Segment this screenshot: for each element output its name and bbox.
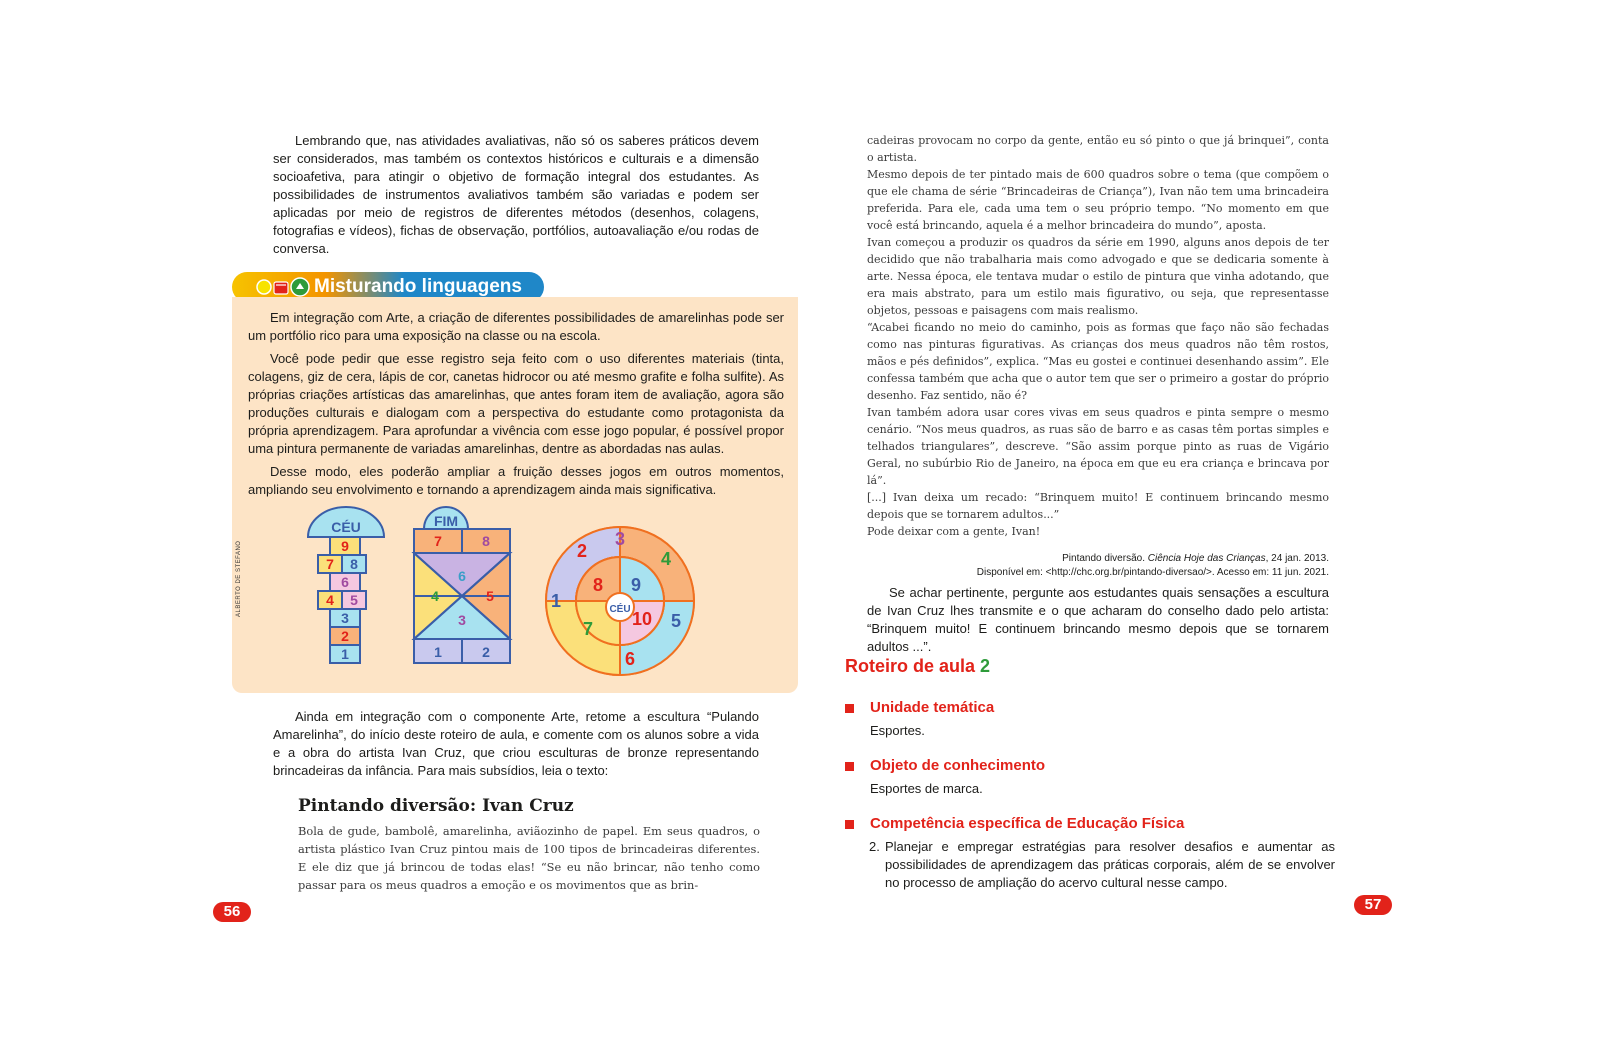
hop1-number: 5 (350, 592, 358, 608)
box-paragraph: Em integração com Arte, a criação de diferentes possibilidades de amarelinhas pode ser um portfólio rico para uma exposição na classe ou na escola. (248, 310, 784, 343)
art-icons (256, 276, 312, 298)
page-number-right: 57 (1354, 895, 1392, 915)
spiral-number: 6 (624, 649, 636, 669)
hop1-number: 7 (326, 556, 334, 572)
item-title: Competência específica de Educação Física (870, 815, 1185, 832)
item-text: Esportes de marca. (870, 781, 983, 796)
unidade-tematica (845, 698, 1335, 740)
article-paragraph: Pode deixar com a gente, Ivan! (867, 525, 1041, 538)
article-continuation (867, 132, 1329, 540)
article-paragraph: Ivan começou a produzir os quadros da série em 1990, alguns anos depois de ter decidido que não trabalharia mais como advogado e que se dedicaria somente à arte. Nessa época, ele tentava mudar o estilo de pintura que vinha adotando, que era mais abstrato, para um estilo mais figurativo, ou seja, que representasse objetos, pessoas e paisagens com mais realismo. (867, 236, 1329, 317)
spiral-number: 4 (660, 549, 672, 569)
square-bullet-icon (845, 704, 854, 713)
roteiro-heading (845, 656, 990, 677)
hop2-number: 8 (482, 533, 490, 549)
spiral-center-label: CÉU (609, 604, 631, 615)
hopscotch-illustration (292, 505, 782, 683)
hop2-top-label: FIM (433, 513, 459, 529)
reflection-paragraph: Se achar pertinente, pergunte aos estudantes quais sensações a escultura de Ivan Cruz lhes transmite e o que acharam do conselho dado pelo artista: “Brinquem muito! E continuem brincando mesmo depois que se tornarem adultos ...”. (867, 585, 1329, 654)
spiral-number: 9 (630, 575, 642, 595)
hop1-number: 9 (341, 538, 349, 554)
competencia-especifica (845, 814, 1335, 892)
intro-paragraph: Lembrando que, nas atividades avaliativas, não só os saberes práticos devem ser considerados, mas também os contextos históricos e culturais e a dimensão socioafetiva, para atingir o objetivo de formação integral dos estudantes. As possibilidades de instrumentos avaliativos também são variadas e podem ser aplicadas por meio de registros de diferentes métodos (desenhos, colagens, fotografias e vídeos), fichas de observação, portfólios, autoavaliação e/ou rodas de conversa. (273, 133, 759, 256)
citation-url: Disponível em: <http://chc.org.br/pintando-diversao/>. Acesso em: 11 jun. 2021. (976, 567, 1329, 578)
hop1-number: 1 (341, 646, 349, 662)
item-title: Unidade temática (870, 699, 995, 716)
spiral-number: 7 (582, 619, 594, 639)
hop1-number: 4 (326, 592, 334, 608)
objeto-de-conhecimento (845, 756, 1335, 798)
illustration-credit: ALBERTO DE STEFANO (236, 540, 242, 617)
item-text: Esportes. (870, 723, 925, 738)
hop2-number: 6 (458, 568, 466, 584)
hop1-number: 8 (350, 556, 358, 572)
section-title: Misturando linguagens (314, 276, 522, 297)
article-paragraph: [...] Ivan deixa um recado: “Brinquem muito! E continuem brincando mesmo depois que se tornarem adultos...” (867, 491, 1329, 521)
article-body: Bola de gude, bambolê, amarelinha, aviãozinho de papel. Em seus quadros, o artista plástico Ivan Cruz pintou mais de 100 tipos de brincadeiras diferentes. E ele diz que já brincou de todas elas! “Se eu não brincar, não tenho como passar para os meus quadros a emoção e os movimentos que as brin- (298, 824, 760, 892)
square-bullet-icon (845, 762, 854, 771)
spiral-number: 5 (670, 611, 682, 631)
square-bullet-icon (845, 820, 854, 829)
citation-date: , 24 jan. 2013. (1265, 553, 1329, 564)
hop2-number: 1 (434, 644, 442, 660)
box-paragraph: Desse modo, eles poderão ampliar a fruição desses jogos em outros momentos, ampliando seu envolvimento e tornando a aprendizagem ainda mais significativa. (248, 464, 784, 497)
citation-title: Pintando diversão. (1062, 553, 1148, 564)
source-citation (867, 552, 1329, 580)
article-paragraph: “Acabei ficando no meio do caminho, pois as formas que faço não são fechadas como nas pinturas figurativas. As crianças dos meus quadros não têm rostos, mãos e pés definidos”, explica. “Mas eu gostei e continuei desenhando assim”. Ele confessa também que acha que o autor tem que ser o primeiro a gostar do próprio desenho. Faz sentido, não é? (867, 321, 1329, 402)
roteiro-label: Roteiro de aula (845, 656, 976, 676)
article-paragraph: cadeiras provocam no corpo da gente, então eu só pinto o que já brinquei”, conta o artista. (867, 134, 1329, 164)
hop1-number: 6 (341, 574, 349, 590)
roteiro-number: 2 (980, 656, 991, 676)
article-paragraph: Ivan também adora usar cores vivas em seus quadros e pinta sempre o mesmo cenário. “Nos meus quadros, as ruas são de barro e as casas têm portas simples e telhados triangulares”, descreve. “São assim porque pinto as ruas de Vigário Geral, no subúrbio Rio de Janeiro, na época em que eu era criança e brincava por lá”. (867, 406, 1329, 487)
item-text: Planejar e empregar estratégias para resolver desafios e aumentar as possibilidades de aprendizagem das práticas corporais, além de se envolver no processo de ampliação do acervo cultural nesse campo. (885, 839, 1335, 890)
spiral-number: 10 (631, 609, 653, 629)
hop1-number: 3 (341, 610, 349, 626)
misturando-box (232, 297, 798, 693)
hop2-number: 2 (482, 644, 490, 660)
spiral-number: 3 (614, 529, 626, 549)
item-title: Objeto de conhecimento (870, 757, 1046, 774)
article-paragraph: Mesmo depois de ter pintado mais de 600 quadros sobre o tema (que compõem o que ele chama de série “Brincadeiras de Criança”), Ivan não tem uma brincadeira preferida. Para ele, cada uma tem o seu próprio tempo. “No momento em que você está brincando, aquela é a melhor brincadeira do mundo”, aposta. (867, 168, 1329, 232)
box-paragraph: Você pode pedir que esse registro seja feito com o uso diferentes materiais (tinta, colagens, giz de cera, lápis de cor, canetas hidrocor ou até mesmo grafite e folha sulfite). As próprias criações artísticas das amarelinhas, que antes foram item de avaliação, agora são produções culturais e dialogam com a perspectiva do estudante como protagonista da própria aprendizagem. Para aprofundar a vivência com esse jogo popular, é possível propor uma pintura permanente de variadas amarelinhas, dentre as abordadas nas aulas. (248, 351, 784, 456)
hop2-number: 3 (458, 612, 466, 628)
box-text (248, 309, 784, 504)
article-title: Pintando diversão: Ivan Cruz (298, 796, 574, 816)
hop2-number: 4 (431, 588, 439, 604)
after-paragraph: Ainda em integração com o componente Arte, retome a escultura “Pulando Amarelinha”, do início deste roteiro de aula, e comente com os alunos sobre a vida e a obra do artista Ivan Cruz, que criou esculturas de bronze representando brincadeiras da infância. Para mais subsídios, leia o texto: (273, 709, 759, 778)
hop2-number: 7 (434, 533, 442, 549)
spiral-number: 1 (550, 591, 562, 611)
page-number-left: 56 (213, 902, 251, 922)
right-page (800, 0, 1600, 1048)
hop2-number: 5 (486, 588, 494, 604)
hop1-top-label: CÉU (331, 519, 361, 535)
hop1-number: 2 (341, 628, 349, 644)
item-number: 2. (869, 839, 880, 854)
hopscotch-rectangle (414, 507, 510, 663)
hopscotch-spiral (546, 527, 694, 675)
citation-publication: Ciência Hoje das Crianças (1147, 553, 1266, 564)
spiral-number: 2 (576, 541, 588, 561)
spiral-number: 8 (592, 575, 604, 595)
